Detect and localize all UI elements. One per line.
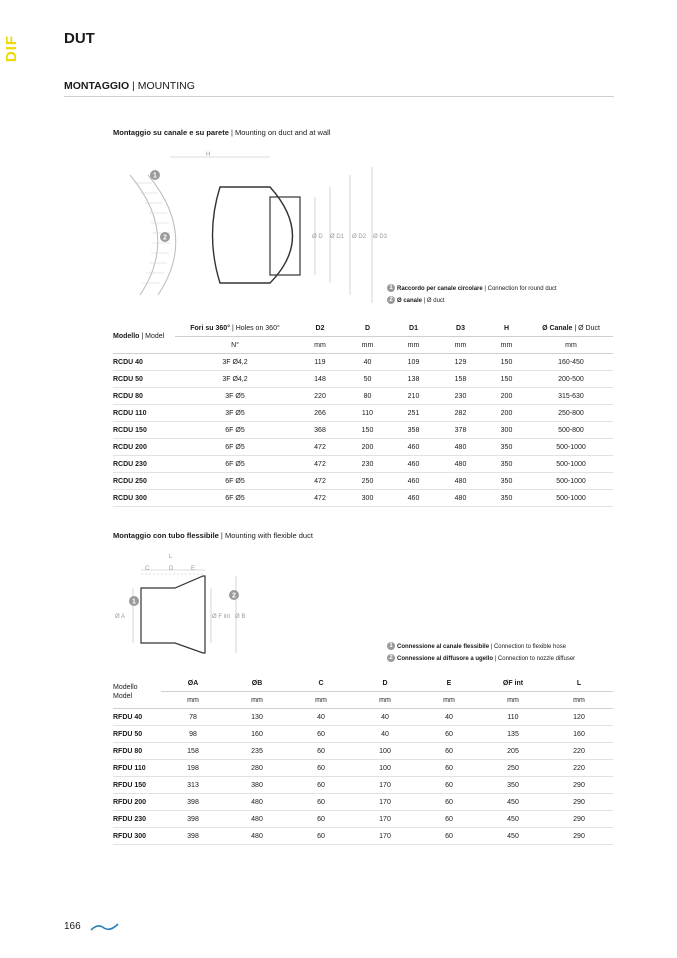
rfdu-col-header: ØF int (481, 675, 545, 692)
table-cell: 350 (484, 456, 529, 473)
table-cell: 220 (545, 760, 613, 777)
table-cell: 198 (161, 760, 225, 777)
dim-d-label: Ø D (312, 234, 323, 240)
model-cell: RCDU 200 (113, 439, 175, 456)
legend-item (387, 653, 575, 665)
model-cell: RCDU 150 (113, 422, 175, 439)
table-cell: 130 (225, 709, 289, 726)
section-title-rest: | MOUNTING (129, 80, 195, 92)
rfdu-table-row (113, 726, 613, 743)
rfdu-col-header: L (545, 675, 613, 692)
table-cell: 60 (289, 777, 353, 794)
block1-title-bold: Montaggio su canale e su parete (113, 128, 229, 137)
table-cell: 150 (484, 371, 529, 388)
rcdu-table-row (113, 388, 613, 405)
rcdu-unit: mm (295, 337, 345, 354)
table-cell: 500-1000 (529, 439, 613, 456)
rfdu-unit: mm (161, 692, 225, 709)
side-tag-label: DIF (3, 34, 21, 63)
table-cell: 480 (437, 439, 484, 456)
model-cell: RFDU 40 (113, 709, 161, 726)
legend-item (387, 641, 575, 653)
table-cell: 160 (545, 726, 613, 743)
table-cell: 480 (225, 811, 289, 828)
table-cell: 500-800 (529, 422, 613, 439)
table-cell: 358 (390, 422, 437, 439)
dim-d2-label: Ø D2 (352, 234, 367, 240)
legend-bold: Ø canale (397, 298, 423, 304)
table-cell: 205 (481, 743, 545, 760)
table-cell: 251 (390, 405, 437, 422)
table-cell: 398 (161, 828, 225, 845)
table-cell: 500-1000 (529, 456, 613, 473)
table-cell: 472 (295, 456, 345, 473)
rcdu-table-row (113, 371, 613, 388)
table-cell: 460 (390, 473, 437, 490)
table-cell: 80 (345, 388, 390, 405)
table-cell: 60 (417, 811, 481, 828)
rcdu-unit: N° (175, 337, 295, 354)
table-cell: 109 (390, 354, 437, 371)
table-cell: 480 (225, 794, 289, 811)
page-number: 166 (64, 921, 81, 932)
table-cell: 158 (161, 743, 225, 760)
rfdu-unit: mm (417, 692, 481, 709)
rcdu-model-header: Modello | Model (113, 320, 175, 354)
dim-f-label: Ø F int (212, 614, 231, 620)
dim-h-label: H (206, 152, 211, 158)
rfdu-table-row (113, 828, 613, 845)
table-cell: 460 (390, 456, 437, 473)
rcdu-col-header: D1 (390, 320, 437, 337)
table-cell: 460 (390, 490, 437, 507)
rfdu-unit: mm (225, 692, 289, 709)
block1-legend (387, 283, 557, 307)
table-cell: 380 (225, 777, 289, 794)
dim-d1-label: Ø D1 (330, 234, 345, 240)
page-title: DUT (64, 30, 95, 47)
rfdu-table-row (113, 743, 613, 760)
duct-mounting-diagram (120, 145, 400, 305)
table-cell: 480 (437, 490, 484, 507)
block2-legend (387, 641, 575, 665)
table-cell: 500-1000 (529, 490, 613, 507)
table-cell: 40 (353, 709, 417, 726)
table-cell: 60 (289, 828, 353, 845)
table-cell: 78 (161, 709, 225, 726)
rcdu-unit: mm (484, 337, 529, 354)
rcdu-table-row (113, 354, 613, 371)
table-cell: 235 (225, 743, 289, 760)
rcdu-table-row (113, 490, 613, 507)
side-section-tag (4, 30, 26, 66)
rcdu-table-row (113, 473, 613, 490)
rcdu-unit: mm (437, 337, 484, 354)
rcdu-table-row (113, 439, 613, 456)
legend-num: 2 (387, 296, 395, 304)
table-cell: 60 (417, 777, 481, 794)
model-cell: RFDU 150 (113, 777, 161, 794)
table-cell: 40 (345, 354, 390, 371)
rfdu-table-row (113, 777, 613, 794)
table-cell: 148 (295, 371, 345, 388)
table-cell: 60 (417, 726, 481, 743)
table-cell: 313 (161, 777, 225, 794)
table-cell: 3F Ø4,2 (175, 371, 295, 388)
table-cell: 300 (345, 490, 390, 507)
table-cell: 50 (345, 371, 390, 388)
table-cell: 220 (545, 743, 613, 760)
table-cell: 480 (437, 473, 484, 490)
table-cell: 200-500 (529, 371, 613, 388)
table-cell: 100 (353, 760, 417, 777)
model-cell: RCDU 80 (113, 388, 175, 405)
table-cell: 350 (484, 473, 529, 490)
model-cell: RCDU 110 (113, 405, 175, 422)
rcdu-canale-header: Ø Canale | Ø Duct (529, 320, 613, 337)
table-cell: 60 (289, 794, 353, 811)
diffuser-body (213, 187, 293, 283)
table-cell: 200 (484, 405, 529, 422)
legend-rest: | Connection for round duct (482, 286, 557, 292)
table-cell: 282 (437, 405, 484, 422)
table-cell: 170 (353, 828, 417, 845)
table-cell: 266 (295, 405, 345, 422)
block1-title (113, 128, 330, 137)
table-cell: 450 (481, 811, 545, 828)
table-cell: 119 (295, 354, 345, 371)
table-cell: 60 (289, 811, 353, 828)
table-cell: 100 (353, 743, 417, 760)
table-cell: 450 (481, 828, 545, 845)
table-cell: 6F Ø5 (175, 473, 295, 490)
rfdu-table-body (113, 709, 613, 845)
legend-rest: | Connection to flexible hose (489, 644, 566, 650)
dim-b-label: Ø B (235, 614, 246, 620)
rcdu-table-row (113, 422, 613, 439)
rcdu-table (113, 320, 613, 507)
table-cell: 472 (295, 473, 345, 490)
rfdu-model-header: Modello Model (113, 675, 161, 709)
model-cell: RCDU 300 (113, 490, 175, 507)
table-cell: 280 (225, 760, 289, 777)
model-cell: RCDU 50 (113, 371, 175, 388)
dim-d3-label: Ø D3 (373, 234, 388, 240)
table-cell: 315-630 (529, 388, 613, 405)
legend-rest: | Ø duct (422, 298, 445, 304)
rfdu-unit: mm (353, 692, 417, 709)
model-cell: RFDU 300 (113, 828, 161, 845)
table-cell: 3F Ø5 (175, 388, 295, 405)
rfdu-col-header: ØA (161, 675, 225, 692)
table-cell: 40 (353, 726, 417, 743)
table-cell: 3F Ø5 (175, 405, 295, 422)
legend-num: 2 (387, 654, 395, 662)
rfdu-unit: mm (289, 692, 353, 709)
legend-item (387, 283, 557, 295)
rcdu-unit: mm (390, 337, 437, 354)
block2-title-bold: Montaggio con tubo flessibile (113, 531, 219, 540)
table-cell: 250-800 (529, 405, 613, 422)
table-cell: 220 (295, 388, 345, 405)
rfdu-table-row (113, 811, 613, 828)
model-cell: RCDU 40 (113, 354, 175, 371)
table-cell: 98 (161, 726, 225, 743)
dim-l-label: L (169, 554, 173, 560)
dim-c-label: C (145, 566, 150, 572)
rcdu-holes-header: Fori su 360° | Holes on 360° (175, 320, 295, 337)
table-cell: 6F Ø5 (175, 456, 295, 473)
table-cell: 170 (353, 811, 417, 828)
rfdu-col-header: D (353, 675, 417, 692)
table-cell: 398 (161, 811, 225, 828)
table-cell: 250 (481, 760, 545, 777)
table-cell: 129 (437, 354, 484, 371)
rfdu-col-header: E (417, 675, 481, 692)
table-cell: 60 (289, 743, 353, 760)
table-cell: 6F Ø5 (175, 490, 295, 507)
section-title (64, 80, 195, 92)
model-cell: RFDU 50 (113, 726, 161, 743)
table-cell: 480 (437, 456, 484, 473)
rcdu-col-header: D2 (295, 320, 345, 337)
rcdu-col-header: H (484, 320, 529, 337)
rfdu-col-header: C (289, 675, 353, 692)
table-cell: 450 (481, 794, 545, 811)
rfdu-table (113, 675, 613, 845)
flex-reducer-body (141, 576, 205, 653)
legend-bold: Raccordo per canale circolare (397, 286, 483, 292)
table-cell: 60 (289, 760, 353, 777)
table-cell: 378 (437, 422, 484, 439)
table-cell: 350 (481, 777, 545, 794)
table-cell: 110 (345, 405, 390, 422)
rcdu-col-header: D (345, 320, 390, 337)
table-cell: 230 (437, 388, 484, 405)
table-cell: 250 (345, 473, 390, 490)
legend-bold: Connessione al diffusore a ugello (397, 656, 494, 662)
table-cell: 200 (484, 388, 529, 405)
rfdu-table-row (113, 760, 613, 777)
legend-num: 1 (387, 284, 395, 292)
marker-2-label: 2 (163, 234, 167, 242)
table-cell: 60 (417, 828, 481, 845)
legend-bold: Connessione al canale flessibile (397, 644, 490, 650)
legend-num: 1 (387, 642, 395, 650)
table-cell: 60 (417, 743, 481, 760)
table-cell: 150 (345, 422, 390, 439)
marker-1-label: 1 (132, 598, 136, 606)
block2-title (113, 531, 313, 540)
rfdu-unit: mm (481, 692, 545, 709)
legend-rest: | Connection to nozzle diffuser (493, 656, 576, 662)
table-cell: 60 (417, 794, 481, 811)
table-cell: 460 (390, 439, 437, 456)
model-cell: RFDU 80 (113, 743, 161, 760)
model-cell: RCDU 230 (113, 456, 175, 473)
section-title-bold: MONTAGGIO (64, 80, 130, 92)
rfdu-unit: mm (545, 692, 613, 709)
table-cell: 290 (545, 794, 613, 811)
table-cell: 60 (417, 760, 481, 777)
table-cell: 170 (353, 777, 417, 794)
table-cell: 40 (417, 709, 481, 726)
table-cell: 472 (295, 439, 345, 456)
block1-title-rest: | Mounting on duct and at wall (228, 128, 331, 137)
rcdu-col-header: D3 (437, 320, 484, 337)
table-cell: 60 (289, 726, 353, 743)
rfdu-table-row (113, 794, 613, 811)
table-cell: 150 (484, 354, 529, 371)
rcdu-table-row (113, 456, 613, 473)
dim-a-label: Ø A (115, 614, 126, 620)
table-cell: 170 (353, 794, 417, 811)
rcdu-unit: mm (529, 337, 613, 354)
rcdu-table-body (113, 354, 613, 507)
table-cell: 6F Ø5 (175, 422, 295, 439)
marker-2-label: 2 (232, 592, 236, 600)
table-cell: 200 (345, 439, 390, 456)
dim-e-label: E (191, 566, 196, 572)
table-cell: 350 (484, 439, 529, 456)
model-cell: RFDU 200 (113, 794, 161, 811)
rfdu-col-header: ØB (225, 675, 289, 692)
block2-title-rest: | Mounting with flexible duct (218, 531, 313, 540)
table-cell: 480 (225, 828, 289, 845)
marker-1-label: 1 (153, 172, 157, 180)
table-cell: 290 (545, 828, 613, 845)
table-cell: 6F Ø5 (175, 439, 295, 456)
table-cell: 3F Ø4,2 (175, 354, 295, 371)
table-cell: 160 (225, 726, 289, 743)
table-cell: 210 (390, 388, 437, 405)
rfdu-table-row (113, 709, 613, 726)
table-cell: 500-1000 (529, 473, 613, 490)
legend-item (387, 295, 557, 307)
model-cell: RFDU 110 (113, 760, 161, 777)
table-cell: 350 (484, 490, 529, 507)
table-cell: 110 (481, 709, 545, 726)
table-cell: 160-450 (529, 354, 613, 371)
wave-logo-icon (90, 921, 120, 933)
section-divider (64, 96, 614, 97)
table-cell: 138 (390, 371, 437, 388)
table-cell: 398 (161, 794, 225, 811)
table-cell: 290 (545, 777, 613, 794)
table-cell: 300 (484, 422, 529, 439)
table-cell: 135 (481, 726, 545, 743)
model-cell: RFDU 230 (113, 811, 161, 828)
table-cell: 158 (437, 371, 484, 388)
rcdu-table-row (113, 405, 613, 422)
table-cell: 230 (345, 456, 390, 473)
table-cell: 120 (545, 709, 613, 726)
table-cell: 472 (295, 490, 345, 507)
table-cell: 368 (295, 422, 345, 439)
rcdu-unit: mm (345, 337, 390, 354)
flex-duct-diagram (113, 548, 263, 663)
dim-d-label: D (169, 566, 174, 572)
table-cell: 290 (545, 811, 613, 828)
table-cell: 40 (289, 709, 353, 726)
model-cell: RCDU 250 (113, 473, 175, 490)
